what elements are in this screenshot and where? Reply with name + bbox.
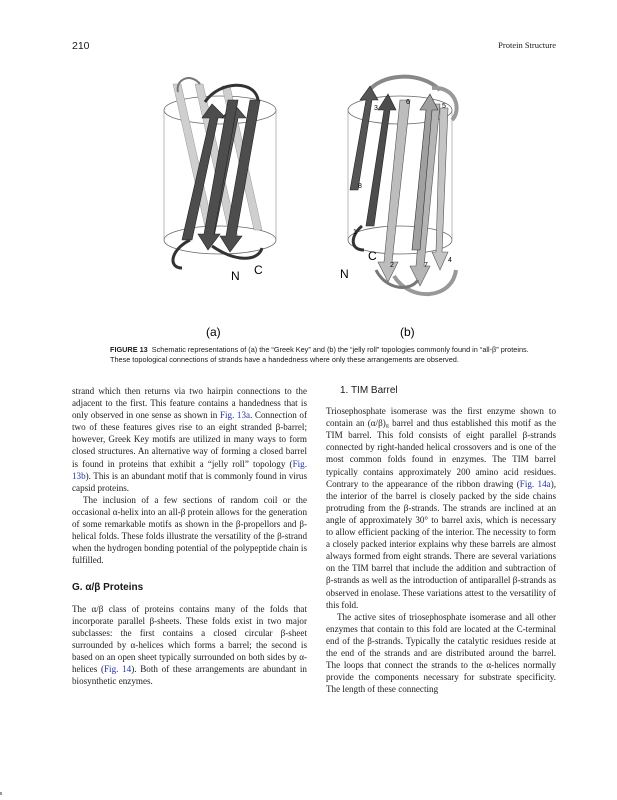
strand-number: 7 [424, 262, 428, 269]
paragraph: The inclusion of a few sections of random coil or the occasional α-helix into an all-β protein allows for the generation of some remarkable motifs as shown in the β-propellors and β-helical folds. These folds illustrate the versatility of the β-strand when the hydrogen bonding potential of the polypeptide chain is fulfilled. [72, 494, 307, 566]
strand-number: 2 [390, 262, 394, 269]
panel-a-label: (a) [206, 325, 221, 339]
strand-number: 3 [374, 105, 378, 112]
figure-13-drawing [0, 0, 617, 345]
paragraph-text: ), the interior of the barrel is closely packed by the side chains protruding from the β-strands. The strands are inclined at an angle of approximately 30° to barrel axis, which is necessary to allow efficient packing of the interior. The necessity to form a closely packed interior explains why these barrels are almost always formed from eight strands. There are several variations on the TIM barrel that include the addition and subtraction of β-strands as well as the introduction of antiparallel β-strands as observed in enolase. These variations attest to the versatility of this fold. [326, 478, 557, 610]
figure-caption-text: Schematic representations of (a) the “Greek Key” and (b) the “jelly roll” topologies commonly found in “all-β” proteins. These topological connections of strands have a handedness where only these arrangements are observed. [110, 345, 529, 364]
section-heading: G. α/β Proteins [72, 582, 144, 594]
panel-b-jelly-roll [348, 77, 457, 294]
fig-13a-link[interactable]: Fig. 13a [219, 410, 251, 421]
paragraph-text: ). Both of these arrangements are abundant in biosynthetic enzymes. [72, 663, 307, 687]
strand-number: 1 [353, 229, 357, 236]
page-number: 210 [72, 40, 90, 52]
paragraph [72, 385, 307, 494]
figure-caption-id: FIGURE 13 [110, 345, 148, 354]
panel-a-greek-key [164, 78, 276, 268]
running-title: Protein Structure [498, 40, 556, 50]
strand-number: 5 [442, 103, 446, 110]
figure-13 [0, 0, 617, 345]
paragraph: The active sites of triosephosphate isomerase and all other enzymes that contain to this fold are located at the C-terminal end of the β-strands. Typically the catalytic residues reside at the end of the strands and are distributed around the barrel. The loops that connect the strands to the α-helices normally provide the components necessary for substrate specificity. The length of these connecting [326, 611, 556, 695]
fig-13b-link[interactable]: Fig. 13b [72, 458, 307, 481]
figure-caption [110, 345, 530, 364]
paragraph-text: ). This is an abundant motif that is commonly found in virus capsid proteins. [72, 470, 307, 493]
panel-b-c-terminus: C [368, 249, 377, 263]
panel-b-label: (b) [400, 325, 415, 339]
panel-a-n-terminus: N [231, 269, 240, 283]
paragraph-text: The α/β class of proteins contains many of the folds that incorporate parallel β-sheets. These folds exist in two major subclasses: the first contains a closed circular β-sheet surrounded by α-helices which forms a barrel; the second is based on an open sheet typically surrounded on both sides by α-helices ( [72, 603, 307, 674]
panel-b-n-terminus: N [340, 267, 349, 281]
fig-14a-link[interactable]: Fig. 14a [519, 478, 551, 489]
paragraph [326, 405, 556, 611]
left-column [72, 385, 307, 687]
right-column [326, 385, 556, 695]
paragraph-text: . Connection of two of these features gives rise to an eight stranded β-barrel; however, Greek Key motifs are utilized in many ways to form closed structures. An alternative way of forming a closed barrel is found in proteins that exhibit a “jelly roll” topology ( [72, 410, 307, 469]
paragraph [72, 603, 307, 688]
sub-heading: 1. TIM Barrel [340, 385, 398, 396]
margin-mark [0, 792, 2, 795]
strand-number: 6 [406, 99, 410, 106]
paragraph-text: strand which then returns via two hairpin connections to the adjacent to the first. This feature contains a handedness that is only observed in one sense as shown in [72, 386, 307, 421]
paragraph-text: Triosephosphate isomerase was the first enzyme shown to contain an (α/β)₈ barrel and thus established this motif as the TIM barrel. This fold consists of eight parallel β-strands connected by right-handed helical crossovers and is one of the most common folds found in enzymes. The TIM barrel typically contains approximately 200 amino acid residues. Contrary to the appearance of the ribbon drawing ( [326, 406, 556, 489]
strand-number: 4 [448, 257, 452, 264]
strand-number: 8 [358, 183, 362, 190]
panel-a-c-terminus: C [254, 263, 263, 277]
fig-14-link[interactable]: Fig. 14 [104, 663, 132, 674]
